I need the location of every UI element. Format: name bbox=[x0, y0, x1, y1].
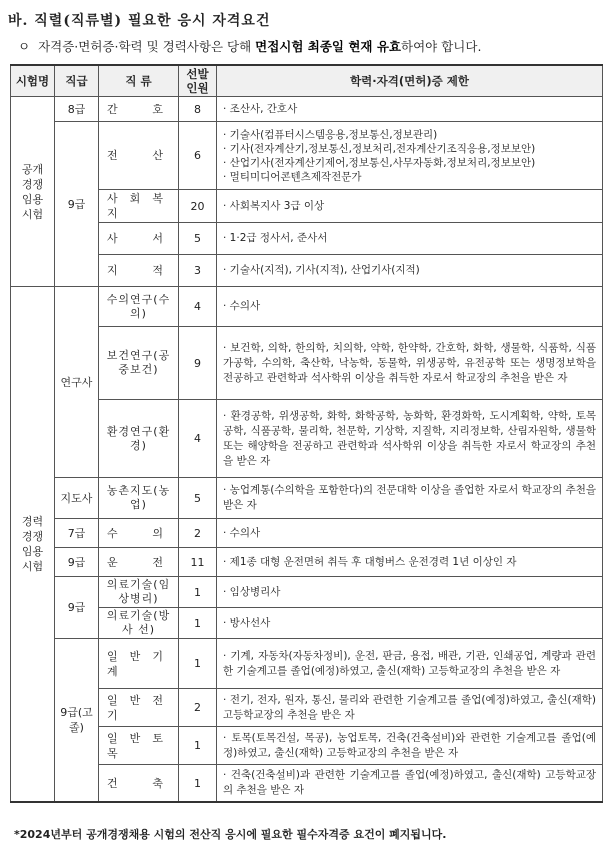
grade-cell: 9급 bbox=[55, 548, 99, 577]
job-cell: 일 반 기 계 bbox=[99, 639, 179, 689]
count-cell: 1 bbox=[179, 608, 217, 639]
requirement-item: · 사회복지사 3급 이상 bbox=[223, 199, 325, 212]
requirement-item: · 멀티미디어콘텐츠제작전문가 bbox=[223, 170, 362, 183]
count-cell: 20 bbox=[179, 190, 217, 223]
count-cell: 5 bbox=[179, 223, 217, 255]
count-cell: 2 bbox=[179, 689, 217, 727]
job-cell: 일 반 전 기 bbox=[99, 689, 179, 727]
grade-cell: 지도사 bbox=[55, 478, 99, 519]
notice-suffix: 하여야 합니다. bbox=[401, 39, 482, 54]
requirement-item: · 환경공학, 위생공학, 화학, 화학공학, 농화학, 환경화학, 도시계획학, 약학, 토목공학, 식품공학, 물리학, 천문학, 기상학, 지질학, 지리정보학, 산림자원학, 생물학 또는 해양학을 전공하고 관련학과 석사학위 이상을 취득한 자로서 학교장의 추천을 받은 자 bbox=[223, 409, 596, 467]
grade-cell: 7급 bbox=[55, 519, 99, 548]
table-row bbox=[11, 190, 603, 223]
job-cell: 지 적 bbox=[99, 255, 179, 287]
count-cell: 3 bbox=[179, 255, 217, 287]
job-cell: 농촌지도(농 업) bbox=[99, 478, 179, 519]
header-requirement: 학력·자격(면허)증 제한 bbox=[217, 65, 603, 97]
job-cell: 건 축 bbox=[99, 765, 179, 803]
count-cell: 1 bbox=[179, 577, 217, 608]
requirement-cell bbox=[217, 97, 603, 122]
notice-text: 자격증·면허증·학력 및 경력사항은 당해 bbox=[38, 39, 256, 54]
table-row bbox=[11, 639, 603, 689]
requirement-cell bbox=[217, 639, 603, 689]
requirement-cell bbox=[217, 519, 603, 548]
requirement-item: · 기술사(컴퓨터시스템응용,정보통신,정보관리) bbox=[223, 128, 438, 141]
requirement-item: · 토목(토목건설, 목공), 농업토목, 건축(건축설비)와 관련한 기술계고를 졸업(예정)하였고, 출신(재학) 고등학교장의 추천을 받은 자 bbox=[223, 731, 596, 759]
requirement-cell bbox=[217, 765, 603, 803]
header-exam: 시험명 bbox=[11, 65, 55, 97]
count-cell: 5 bbox=[179, 478, 217, 519]
count-cell: 4 bbox=[179, 287, 217, 327]
requirement-item: · 수의사 bbox=[223, 300, 261, 312]
requirement-item: · 기사(전자계산기,정보통신,정보처리,전자계산기조직응용,정보보안) bbox=[223, 142, 536, 155]
requirement-cell bbox=[217, 478, 603, 519]
table-row bbox=[11, 400, 603, 478]
requirement-cell bbox=[217, 255, 603, 287]
count-cell: 2 bbox=[179, 519, 217, 548]
requirement-item: · 수의사 bbox=[223, 526, 261, 539]
table-row bbox=[11, 689, 603, 727]
requirement-item: · 전기, 전자, 원자, 통신, 물리와 관련한 기술계고를 졸업(예정)하였고, 출신(재학) 고등학교장의 추천을 받은 자 bbox=[223, 693, 596, 721]
grade-cell: 9급(고졸) bbox=[55, 639, 99, 803]
requirements-table bbox=[10, 64, 603, 803]
header-job: 직 류 bbox=[99, 65, 179, 97]
grade-cell: 9급 bbox=[55, 577, 99, 639]
table-row bbox=[11, 223, 603, 255]
count-cell: 11 bbox=[179, 548, 217, 577]
exam-group-open: 공개경쟁임용시험 bbox=[11, 97, 55, 287]
job-cell: 의료기술(임상병리) bbox=[99, 577, 179, 608]
job-cell: 환경연구(환 경) bbox=[99, 400, 179, 478]
requirement-cell bbox=[217, 689, 603, 727]
job-cell: 사 서 bbox=[99, 223, 179, 255]
requirement-cell bbox=[217, 400, 603, 478]
table-row bbox=[11, 519, 603, 548]
requirement-cell bbox=[217, 548, 603, 577]
requirement-cell bbox=[217, 327, 603, 400]
table-row bbox=[11, 255, 603, 287]
count-cell: 4 bbox=[179, 400, 217, 478]
count-cell: 9 bbox=[179, 327, 217, 400]
job-cell: 의료기술(방 사 선) bbox=[99, 608, 179, 639]
notice-emphasis: 면접시험 최종일 현재 유효 bbox=[255, 39, 402, 54]
count-cell: 6 bbox=[179, 122, 217, 190]
requirement-item: · 보건학, 의학, 한의학, 치의학, 약학, 한약학, 간호학, 화학, 생물학, 식품학, 식품가공학, 수의학, 축산학, 낙농학, 동물학, 위생공학, 유전공학 또는 생명정보학을 전공하고 관련학과 석사학위 이상을 취득한 자로서 학교장의 추천을 받은 자 bbox=[223, 341, 596, 384]
table-row bbox=[11, 608, 603, 639]
table-row bbox=[11, 765, 603, 803]
job-cell: 수의연구(수 의) bbox=[99, 287, 179, 327]
job-cell: 전 산 bbox=[99, 122, 179, 190]
requirement-cell bbox=[217, 577, 603, 608]
header-grade: 직급 bbox=[55, 65, 99, 97]
table-row bbox=[11, 548, 603, 577]
requirement-cell bbox=[217, 122, 603, 190]
exam-group-career: 경력경쟁임용시험 bbox=[11, 287, 55, 803]
requirement-cell bbox=[217, 223, 603, 255]
job-cell: 보건연구(공중보건) bbox=[99, 327, 179, 400]
grade-cell: 연구사 bbox=[55, 287, 99, 478]
requirement-item: · 기술사(지적), 기사(지적), 산업기사(지적) bbox=[223, 264, 420, 276]
requirement-item: · 산업기사(전자계산기제어,정보통신,사무자동화,정보처리,정보보안) bbox=[223, 156, 536, 169]
job-cell: 수 의 bbox=[99, 519, 179, 548]
bullet-circle: ㅇ bbox=[18, 39, 31, 54]
header-count: 선발인원 bbox=[179, 65, 217, 97]
table-row bbox=[11, 478, 603, 519]
job-cell: 운 전 bbox=[99, 548, 179, 577]
notice-line bbox=[18, 37, 481, 55]
header-row bbox=[11, 65, 603, 97]
requirement-cell bbox=[217, 190, 603, 223]
table-row bbox=[11, 577, 603, 608]
requirement-cell bbox=[217, 608, 603, 639]
table-row bbox=[11, 122, 603, 190]
requirement-item: · 건축(건축설비)과 관련한 기술계고를 졸업(예정)하였고, 출신(재학) 고등학교장의 추천을 받은 자 bbox=[223, 769, 596, 796]
section-title: 바. 직렬(직류별) 필요한 응시 자격요건 bbox=[8, 13, 271, 29]
count-cell: 8 bbox=[179, 97, 217, 122]
requirement-item: · 기계, 자동차(자동차정비), 운전, 판금, 용접, 배관, 기관, 인쇄공업, 계량과 관련한 기술계고를 졸업(예정)하였고, 출신(재학) 고등학교장의 추천을 받은 자 bbox=[223, 649, 596, 677]
grade-cell: 9급 bbox=[55, 122, 99, 287]
count-cell: 1 bbox=[179, 727, 217, 765]
requirement-item: · 조산사, 간호사 bbox=[223, 102, 298, 115]
footer-note: *2024년부터 공개경쟁채용 시험의 전산직 응시에 필요한 필수자격증 요건이 폐지됩니다. bbox=[14, 828, 447, 841]
table-row bbox=[11, 287, 603, 327]
job-cell: 간 호 bbox=[99, 97, 179, 122]
job-cell: 사 회 복 지 bbox=[99, 190, 179, 223]
requirement-cell bbox=[217, 287, 603, 327]
requirement-item: · 임상병리사 bbox=[223, 585, 281, 598]
grade-cell: 8급 bbox=[55, 97, 99, 122]
count-cell: 1 bbox=[179, 639, 217, 689]
job-cell: 일 반 토 목 bbox=[99, 727, 179, 765]
requirement-item: · 농업계통(수의학을 포함한다)의 전문대학 이상을 졸업한 자로서 학교장의 추천을 받은 자 bbox=[223, 484, 596, 511]
table-row bbox=[11, 327, 603, 400]
count-cell: 1 bbox=[179, 765, 217, 803]
table-row bbox=[11, 727, 603, 765]
requirement-item: · 방사선사 bbox=[223, 616, 271, 629]
requirement-item: · 1·2급 정사서, 준사서 bbox=[223, 232, 328, 244]
table-row bbox=[11, 97, 603, 122]
requirement-cell bbox=[217, 727, 603, 765]
requirement-item: · 제1종 대형 운전면허 취득 후 대형버스 운전경력 1년 이상인 자 bbox=[223, 555, 517, 568]
